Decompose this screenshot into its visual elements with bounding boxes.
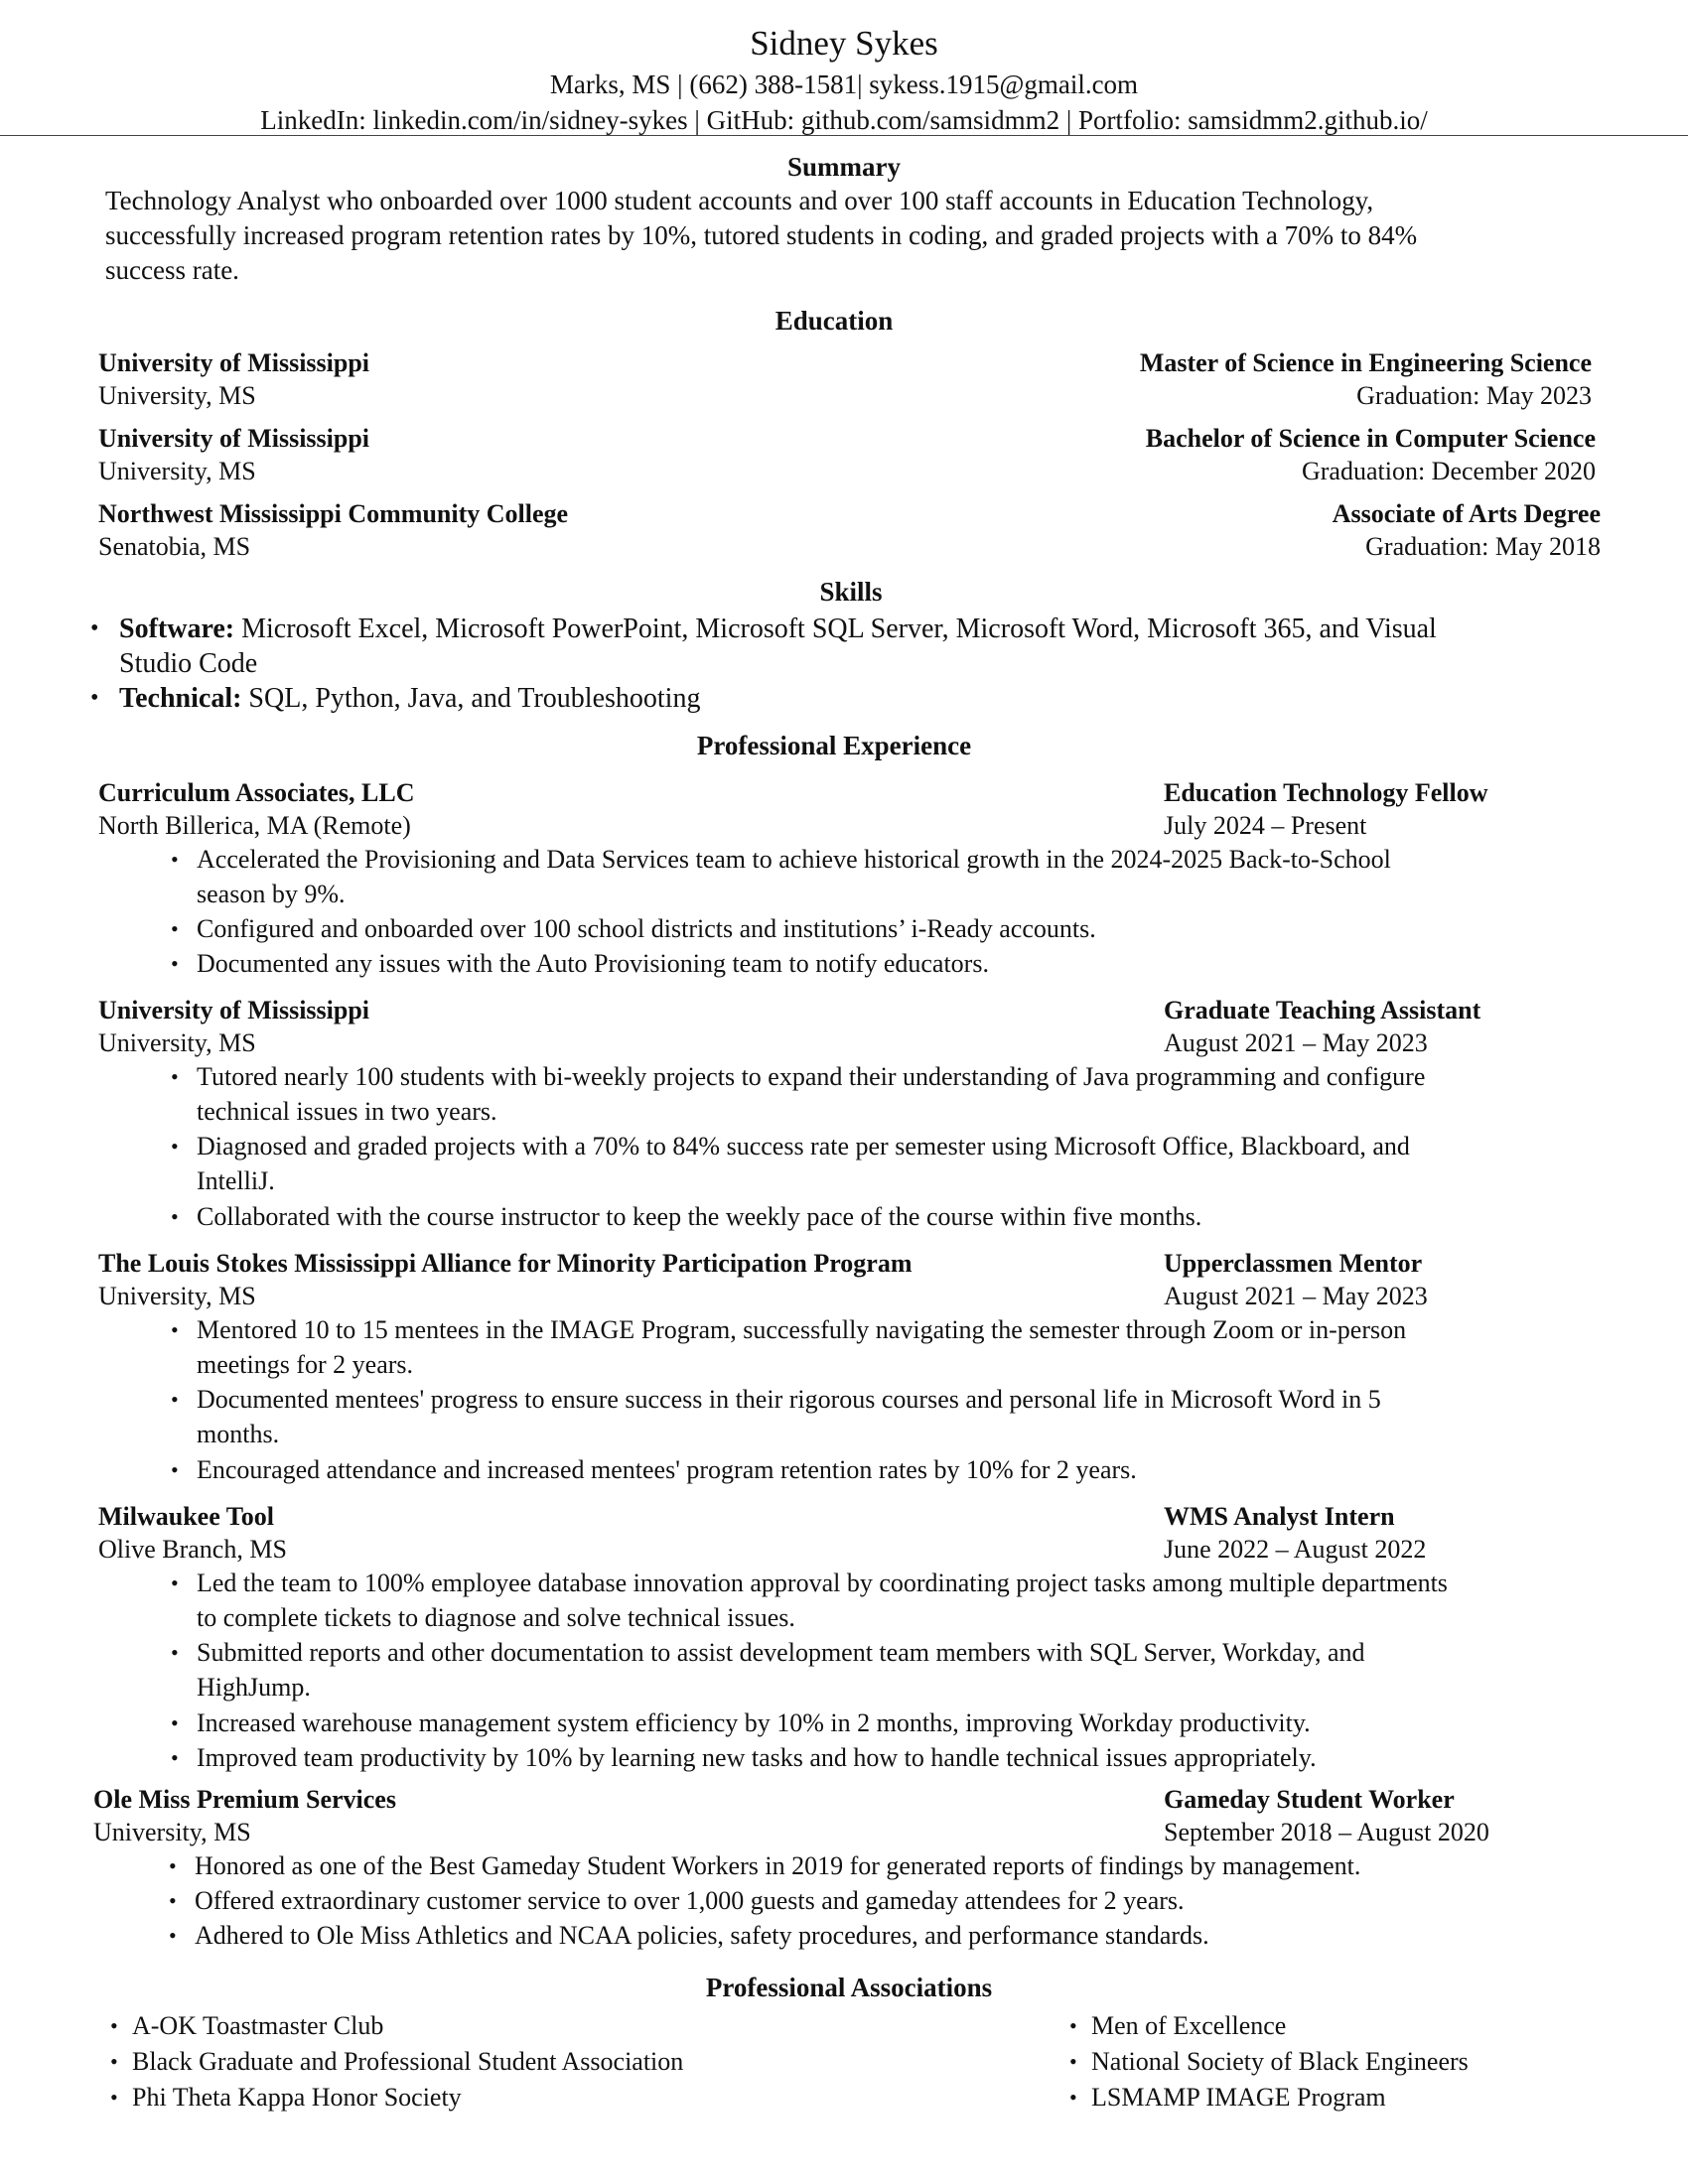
degree-name: Associate of Arts Degree bbox=[1332, 499, 1601, 528]
association-item: • Phi Theta Kappa Honor Society bbox=[132, 2080, 462, 2115]
skill-label: Software: bbox=[119, 614, 235, 644]
school-location: University, MS bbox=[98, 457, 256, 485]
skill-text: Microsoft Excel, Microsoft PowerPoint, Microsoft SQL Server, Microsoft Word, Microsoft 365, and Visual bbox=[234, 614, 1437, 644]
skill-text: Studio Code bbox=[119, 648, 258, 679]
job-bullet: • Documented any issues with the Auto Provisioning team to notify educators. bbox=[197, 946, 1607, 981]
company-name: The Louis Stokes Mississippi Alliance for Minority Participation Program bbox=[98, 1249, 913, 1278]
skill-item bbox=[119, 612, 1609, 646]
summary-line: success rate. bbox=[105, 255, 239, 285]
company-name: University of Mississippi bbox=[98, 996, 370, 1024]
school-location: Senatobia, MS bbox=[98, 532, 251, 561]
school-name: University of Mississippi bbox=[98, 348, 370, 377]
degree-name: Master of Science in Engineering Science bbox=[1139, 348, 1592, 377]
candidate-name: Sidney Sykes bbox=[750, 24, 938, 63]
job-location: University, MS bbox=[93, 1818, 251, 1846]
job-bullet: • Configured and onboarded over 100 school districts and institutions’ i-Ready accounts. bbox=[197, 911, 1607, 946]
school-location: University, MS bbox=[98, 381, 256, 410]
job-bullet: • Documented mentees' progress to ensure success in their rigorous courses and personal life in Microsoft Word in 5 months. bbox=[197, 1382, 1607, 1451]
skills-heading: Skills bbox=[819, 577, 883, 607]
school-name: Northwest Mississippi Community College bbox=[98, 499, 569, 528]
association-item: • LSMAMP IMAGE Program bbox=[1091, 2080, 1386, 2115]
skill-item bbox=[119, 681, 1609, 716]
job-dates: August 2021 – May 2023 bbox=[1164, 1282, 1428, 1310]
job-dates: July 2024 – Present bbox=[1164, 811, 1367, 840]
education-entry bbox=[98, 346, 1592, 416]
job-bullet: • Led the team to 100% employee database innovation approval by coordinating project tasks among multiple departments to complete tickets to diagnose and solve technical issues. bbox=[197, 1566, 1626, 1635]
graduation-date: Graduation: December 2020 bbox=[1301, 457, 1596, 485]
job-bullet: • Encouraged attendance and increased mentees' program retention rates by 10% for 2 years. bbox=[197, 1452, 1607, 1487]
associations-heading: Professional Associations bbox=[705, 1973, 993, 2002]
experience-heading: Professional Experience bbox=[696, 731, 972, 760]
job-bullet: • Increased warehouse management system efficiency by 10% in 2 months, improving Workday productivity. bbox=[197, 1706, 1607, 1740]
skill-continuation bbox=[119, 646, 1609, 681]
job-title: Gameday Student Worker bbox=[1164, 1785, 1455, 1814]
job-bullet: • Honored as one of the Best Gameday Student Workers in 2019 for generated reports of findings by management. bbox=[195, 1848, 1605, 1883]
job-location: North Billerica, MA (Remote) bbox=[98, 811, 411, 840]
job-title: WMS Analyst Intern bbox=[1164, 1502, 1395, 1531]
skill-label: Technical: bbox=[119, 683, 242, 714]
job-location: University, MS bbox=[98, 1282, 256, 1310]
job-bullet: • Diagnosed and graded projects with a 70% to 84% success rate per semester using Microsoft Office, Blackboard, and IntelliJ. bbox=[197, 1129, 1607, 1198]
graduation-date: Graduation: May 2018 bbox=[1365, 532, 1601, 561]
job-title: Graduate Teaching Assistant bbox=[1164, 996, 1481, 1024]
association-item: • National Society of Black Engineers bbox=[1091, 2044, 1469, 2079]
education-entry bbox=[98, 422, 1596, 491]
job-location: University, MS bbox=[98, 1028, 256, 1057]
company-name: Ole Miss Premium Services bbox=[93, 1785, 396, 1814]
summary-line: successfully increased program retention rates by 10%, tutored students in coding, and graded projects with a 70% to 84% bbox=[105, 220, 1418, 250]
association-item: • A-OK Toastmaster Club bbox=[132, 2008, 383, 2043]
summary-line: Technology Analyst who onboarded over 1000 student accounts and over 100 staff accounts in Education Technology, bbox=[105, 186, 1374, 215]
association-item: • Men of Excellence bbox=[1091, 2008, 1286, 2043]
graduation-date: Graduation: May 2023 bbox=[1356, 381, 1592, 410]
summary-heading: Summary bbox=[787, 152, 901, 182]
job-title: Education Technology Fellow bbox=[1164, 778, 1488, 807]
job-bullet: • Improved team productivity by 10% by learning new tasks and how to handle technical issues appropriately. bbox=[197, 1740, 1607, 1775]
job-bullet: • Submitted reports and other documentation to assist development team members with SQL Server, Workday, and HighJump. bbox=[197, 1635, 1607, 1705]
job-dates: August 2021 – May 2023 bbox=[1164, 1028, 1428, 1057]
job-bullet: • Collaborated with the course instructor to keep the weekly pace of the course within five months. bbox=[197, 1199, 1607, 1234]
contact-line: Marks, MS | (662) 388-1581| sykess.1915@gmail.com bbox=[549, 69, 1139, 99]
job-location: Olive Branch, MS bbox=[98, 1535, 287, 1564]
company-name: Curriculum Associates, LLC bbox=[98, 778, 415, 807]
skill-text: SQL, Python, Java, and Troubleshooting bbox=[241, 683, 701, 714]
job-bullet: • Tutored nearly 100 students with bi-weekly projects to expand their understanding of Java programming and configure technical issues in two years. bbox=[197, 1059, 1607, 1129]
header-divider bbox=[0, 135, 1688, 136]
job-title: Upperclassmen Mentor bbox=[1164, 1249, 1423, 1278]
company-name: Milwaukee Tool bbox=[98, 1502, 274, 1531]
job-bullet: • Mentored 10 to 15 mentees in the IMAGE Program, successfully navigating the semester through Zoom or in-person meetings for 2 years. bbox=[197, 1312, 1607, 1382]
degree-name: Bachelor of Science in Computer Science bbox=[1145, 424, 1596, 453]
school-name: University of Mississippi bbox=[98, 424, 370, 453]
job-bullet: • Adhered to Ole Miss Athletics and NCAA policies, safety procedures, and performance standards. bbox=[195, 1918, 1605, 1953]
job-bullet: • Offered extraordinary customer service to over 1,000 guests and gameday attendees for 2 years. bbox=[195, 1883, 1605, 1918]
association-item: • Black Graduate and Professional Student Association bbox=[132, 2044, 683, 2079]
education-heading: Education bbox=[774, 306, 894, 336]
job-bullet: • Accelerated the Provisioning and Data Services team to achieve historical growth in the 2024-2025 Back-to-School season by 9%. bbox=[197, 842, 1607, 911]
links-line: LinkedIn: linkedin.com/in/sidney-sykes | GitHub: github.com/samsidmm2 | Portfolio: samsidmm2.github.io/ bbox=[260, 105, 1428, 135]
job-dates: June 2022 – August 2022 bbox=[1164, 1535, 1427, 1564]
job-dates: September 2018 – August 2020 bbox=[1164, 1818, 1489, 1846]
education-entry bbox=[98, 497, 1601, 567]
